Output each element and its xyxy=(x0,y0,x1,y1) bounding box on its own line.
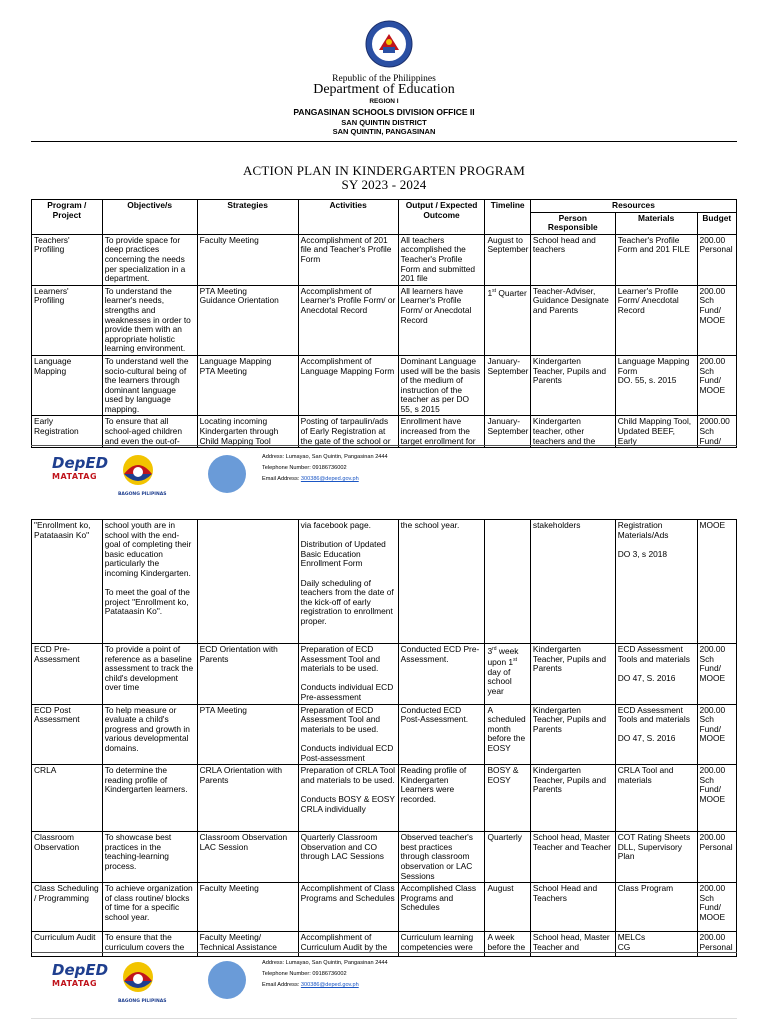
cell-timeline: BOSY & EOSY xyxy=(485,765,530,832)
page-gap xyxy=(0,506,768,520)
cell-timeline: August xyxy=(485,883,530,932)
cell-objectives: To determine the reading profile of Kindergarten learners. xyxy=(102,765,197,832)
cell-materials: CRLA Tool and materials xyxy=(615,765,697,832)
matatag-logo-text: MATATAG xyxy=(52,979,98,988)
school-logo-placeholder xyxy=(208,455,246,493)
header-materials: Materials xyxy=(615,212,697,234)
cell-output: Conducted ECD Post-Assessment. xyxy=(398,704,485,765)
table-row xyxy=(32,285,737,355)
cell-person: School Head and Teachers xyxy=(530,883,615,932)
bagong-pilipinas-logo xyxy=(116,959,167,1007)
email-label: Email Address: xyxy=(262,982,301,988)
action-plan-table-page1 xyxy=(31,199,737,448)
department-line: Department of Education xyxy=(313,82,455,97)
cell-activities: Accomplishment of Language Mapping Form xyxy=(298,355,398,416)
cell-timeline: 3rd week upon 1st day of school year xyxy=(485,644,530,705)
cell-timeline: A scheduled month before the EOSY xyxy=(485,704,530,765)
cell-strategies: CRLA Orientation with Parents xyxy=(197,765,298,832)
cell-timeline: January-September xyxy=(485,355,530,416)
school-contact-block xyxy=(262,452,388,485)
cell-output: All learners have Learner's Profile Form/ or Anecdotal Record xyxy=(398,285,485,355)
cell-strategies: Language Mapping PTA Meeting xyxy=(197,355,298,416)
cell-activities: Preparation of CRLA Tool and materials to be used. Conducts BOSY & EOSY CRLA individually xyxy=(298,765,398,832)
cell-activities: Accomplishment of Learner's Profile Form/ or Anecdotal Record xyxy=(298,285,398,355)
cell-budget: 200.00 Sch Fund/ MOOE xyxy=(697,355,736,416)
plan-year: SY 2023 - 2024 xyxy=(341,177,427,192)
email-line xyxy=(262,474,388,485)
table-row xyxy=(32,416,737,448)
cell-objectives: To achieve organization of class routine/ blocks of time for a specific school year. xyxy=(102,883,197,932)
cell-budget: MOOE xyxy=(697,520,736,644)
address-text: Address: Lumayao, San Quintin, Pangasinan 2444 xyxy=(262,960,388,966)
cell-output: Observed teacher's best practices through classroom observation or LAC Sessions xyxy=(398,832,485,883)
cell-strategies xyxy=(197,520,298,644)
table-row xyxy=(32,644,737,705)
cell-objectives: To ensure that the curriculum covers the xyxy=(102,932,197,957)
cell-budget: 2000.00 Sch Fund/ xyxy=(697,416,736,448)
deped-seal-logo xyxy=(365,20,413,68)
header-person: Person Responsible xyxy=(530,212,615,234)
phone-text: Telephone Number: 09186736002 xyxy=(262,971,347,977)
action-plan-table-page2 xyxy=(31,519,737,957)
footer-divider xyxy=(31,952,737,953)
cell-timeline: Quarterly xyxy=(485,832,530,883)
cell-activities: Posting of tarpaulin/ads of Early Registration at the gate of the school or xyxy=(298,416,398,448)
cell-output: Enrollment have increased from the target enrollment for xyxy=(398,416,485,448)
table-row xyxy=(32,355,737,416)
phone-text: Telephone Number: 09186736002 xyxy=(262,465,347,471)
address-text: Address: Lumayao, San Quintin, Pangasinan 2444 xyxy=(262,454,388,460)
table-row xyxy=(32,234,737,285)
cell-budget: 200.00 Sch Fund/ MOOE xyxy=(697,644,736,705)
cell-strategies: Faculty Meeting xyxy=(197,234,298,285)
cell-person: Teacher-Adviser, Guidance Designate and Parents xyxy=(530,285,615,355)
bagong-pilipinas-logo xyxy=(116,452,167,500)
school-logo-placeholder xyxy=(208,961,246,999)
cell-budget: 200.00 Sch Fund/ MOOE xyxy=(697,704,736,765)
header-objectives: Objective/s xyxy=(102,200,197,235)
table-row xyxy=(32,765,737,832)
page-edge xyxy=(31,1018,737,1019)
cell-output: Dominant Language used will be the basis of the medium of instruction of the teacher as per DO 55, s 2015 xyxy=(398,355,485,416)
cell-materials: COT Rating Sheets DLL, Supervisory Plan xyxy=(615,832,697,883)
republic-line: Republic of the Philippines xyxy=(332,74,436,84)
cell-materials: Language Mapping Form DO. 55, s. 2015 xyxy=(615,355,697,416)
cell-person: stakeholders xyxy=(530,520,615,644)
cell-objectives: To provide a point of reference as a baseline assessment to track the child's development over time xyxy=(102,644,197,705)
district-line: SAN QUINTIN DISTRICT xyxy=(341,118,427,127)
cell-materials: Learner's Profile Form/ Anecdotal Record xyxy=(615,285,697,355)
cell-budget: 200.00 Personal xyxy=(697,234,736,285)
cell-objectives: To understand well the socio-cultural being of the learners through dominant language used by language mapping. xyxy=(102,355,197,416)
deped-matatag-logo xyxy=(52,454,112,502)
location-line: SAN QUINTIN, PANGASINAN xyxy=(332,127,436,136)
cell-objectives: To ensure that all school-aged children and even the out-of- xyxy=(102,416,197,448)
cell-strategies: Faculty Meeting xyxy=(197,883,298,932)
cell-activities: Accomplishment of Curriculum Audit by the xyxy=(298,932,398,957)
cell-output: the school year. xyxy=(398,520,485,644)
header-resources: Resources xyxy=(530,200,736,213)
cell-materials: Child Mapping Tool, Updated BEEF, Early xyxy=(615,416,697,448)
cell-activities: Accomplishment of 201 file and Teacher's Profile Form xyxy=(298,234,398,285)
cell-activities: Preparation of ECD Assessment Tool and materials to be used. Conducts individual ECD Post-assessment xyxy=(298,704,398,765)
cell-objectives: To provide space for deep practices concerning the needs per specialization in a department. xyxy=(102,234,197,285)
email-link[interactable]: 300386@deped.gov.ph xyxy=(300,982,359,988)
cell-program: Classroom Observation xyxy=(32,832,103,883)
cell-person: School head and teachers xyxy=(530,234,615,285)
cell-strategies: PTA Meeting xyxy=(197,704,298,765)
cell-activities: Accomplishment of Class Programs and Schedules xyxy=(298,883,398,932)
header-activities: Activities xyxy=(298,200,398,235)
cell-program: ECD Post Assessment xyxy=(32,704,103,765)
table-row xyxy=(32,704,737,765)
cell-person: Kindergarten Teacher, Pupils and Parents xyxy=(530,704,615,765)
cell-output: Curriculum learning competencies were xyxy=(398,932,485,957)
cell-output: Reading profile of Kindergarten Learners were recorded. xyxy=(398,765,485,832)
header-output: Output / Expected Outcome xyxy=(398,200,485,235)
cell-program: ECD Pre-Assessment xyxy=(32,644,103,705)
cell-materials: ECD Assessment Tools and materials DO 47, S. 2016 xyxy=(615,704,697,765)
cell-output: All teachers accomplished the Teacher's Profile Form and submitted 201 file xyxy=(398,234,485,285)
cell-activities: Quarterly Classroom Observation and CO through LAC Sessions xyxy=(298,832,398,883)
region-line: REGION I xyxy=(369,98,399,105)
cell-output: Conducted ECD Pre-Assessment. xyxy=(398,644,485,705)
cell-person: School head, Master Teacher and xyxy=(530,932,615,957)
deped-matatag-logo xyxy=(52,961,112,1009)
cell-person: Kindergarten teacher, other teachers and the xyxy=(530,416,615,448)
cell-strategies: Classroom Observation LAC Session xyxy=(197,832,298,883)
cell-program: CRLA xyxy=(32,765,103,832)
cell-program: Class Scheduling / Programming xyxy=(32,883,103,932)
cell-activities: Preparation of ECD Assessment Tool and materials to be used. Conducts individual ECD Pre-assessment xyxy=(298,644,398,705)
cell-objectives: To understand the learner's needs, strengths and weaknesses in order to provide them with an appropriate holistic learning environment. xyxy=(102,285,197,355)
bagong-pilipinas-text: BAGONG PILIPINAS xyxy=(118,492,167,497)
email-link[interactable]: 300386@deped.gov.ph xyxy=(300,476,359,482)
cell-budget: 200.00 Sch Fund/ MOOE xyxy=(697,765,736,832)
division-line: PANGASINAN SCHOOLS DIVISION OFFICE II xyxy=(293,107,475,117)
table-row xyxy=(32,883,737,932)
cell-person: Kindergarten Teacher, Pupils and Parents xyxy=(530,765,615,832)
cell-strategies: Locating incoming Kindergarten through Child Mapping Tool xyxy=(197,416,298,448)
matatag-logo-text: MATATAG xyxy=(52,472,98,481)
cell-activities: via facebook page. Distribution of Updated Basic Education Enrollment Form Daily scheduling of teachers from the date of the kick-off of early registration to enrollment proper. xyxy=(298,520,398,644)
cell-budget: 200.00 Sch Fund/ MOOE xyxy=(697,285,736,355)
cell-materials: Registration Materials/Ads DO 3, s 2018 xyxy=(615,520,697,644)
header-divider xyxy=(31,141,737,142)
cell-materials: Teacher's Profile Form and 201 FILE xyxy=(615,234,697,285)
cell-strategies: ECD Orientation with Parents xyxy=(197,644,298,705)
cell-timeline: August to September xyxy=(485,234,530,285)
cell-objectives: To help measure or evaluate a child's progress and growth in various developmental domains. xyxy=(102,704,197,765)
table-row xyxy=(32,520,737,644)
cell-program: Learners' Profiling xyxy=(32,285,103,355)
deped-logo-text: DepED xyxy=(52,454,109,472)
header-strategies: Strategies xyxy=(197,200,298,235)
plan-title: ACTION PLAN IN KINDERGARTEN PROGRAM xyxy=(242,163,526,178)
cell-program: Teachers' Profiling xyxy=(32,234,103,285)
cell-materials: Class Program xyxy=(615,883,697,932)
cell-budget: 200.00 Personal xyxy=(697,832,736,883)
cell-person: Kindergarten Teacher, Pupils and Parents xyxy=(530,355,615,416)
cell-budget: 200.00 Sch Fund/ MOOE xyxy=(697,883,736,932)
header-program: Program / Project xyxy=(32,200,103,235)
cell-timeline: 1st Quarter xyxy=(485,285,530,355)
cell-program: "Enrollment ko, Patataasin Ko" xyxy=(32,520,103,644)
email-line xyxy=(262,980,388,991)
cell-program: Language Mapping xyxy=(32,355,103,416)
table-row xyxy=(32,832,737,883)
bagong-pilipinas-text: BAGONG PILIPINAS xyxy=(118,999,167,1004)
cell-program: Curriculum Audit xyxy=(32,932,103,957)
cell-objectives: school youth are in school with the end-goal of completing their basic education particularly the incoming Kindergarten. To meet the goal of the project "Enrollment ko, Patataasin Ko". xyxy=(102,520,197,644)
cell-timeline xyxy=(485,520,530,644)
cell-timeline: A week before the xyxy=(485,932,530,957)
cell-strategies: Faculty Meeting/ Technical Assistance xyxy=(197,932,298,957)
cell-timeline: January-September xyxy=(485,416,530,448)
deped-logo-text: DepED xyxy=(52,961,109,979)
table-header-row xyxy=(32,200,737,213)
footer-divider xyxy=(31,445,737,446)
header-budget: Budget xyxy=(697,212,736,234)
cell-objectives: To showcase best practices in the teaching-learning process. xyxy=(102,832,197,883)
cell-materials: MELCs CG xyxy=(615,932,697,957)
cell-materials: ECD Assessment Tools and materials DO 47, S. 2016 xyxy=(615,644,697,705)
header-timeline: Timeline xyxy=(485,200,530,235)
email-label: Email Address: xyxy=(262,476,301,482)
cell-person: Kindergarten Teacher, Pupils and Parents xyxy=(530,644,615,705)
cell-output: Accomplished Class Programs and Schedules xyxy=(398,883,485,932)
cell-strategies: PTA Meeting Guidance Orientation xyxy=(197,285,298,355)
school-contact-block xyxy=(262,958,388,991)
cell-budget: 200.00 Personal xyxy=(697,932,736,957)
cell-person: School head, Master Teacher and Teacher xyxy=(530,832,615,883)
cell-program: Early Registration xyxy=(32,416,103,448)
